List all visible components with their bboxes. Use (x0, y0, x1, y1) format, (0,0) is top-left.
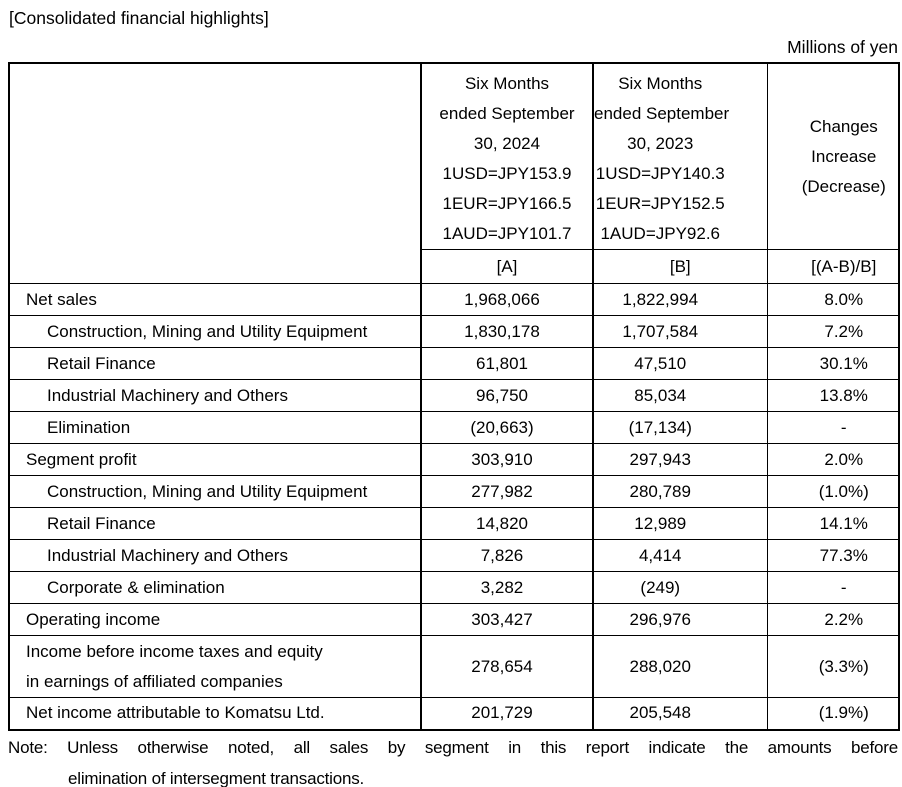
row-label: Construction, Mining and Utility Equipment (9, 476, 421, 508)
exchange-rate-eur-b: 1EUR=JPY152.5 (595, 194, 725, 213)
value-b: 1,822,994 (593, 284, 767, 316)
page-title: [Consolidated financial highlights] (9, 8, 269, 28)
exchange-rate-usd-a: 1USD=JPY153.9 (442, 164, 572, 183)
period-b-line: ended September (594, 104, 730, 123)
value-a: 96,750 (421, 380, 593, 412)
value-b: 47,510 (593, 348, 767, 380)
value-change: (1.0%) (767, 476, 899, 508)
value-b: 205,548 (593, 698, 767, 730)
footnote (8, 732, 898, 787)
value-change: (1.9%) (767, 698, 899, 730)
value-change: - (767, 572, 899, 604)
value-change: 2.2% (767, 604, 899, 636)
row-label-line: in earnings of affiliated companies (26, 671, 283, 691)
table-row-construction-sales (9, 316, 899, 348)
changes-header-line: (Decrease) (801, 176, 886, 196)
changes-header-line: Increase (811, 146, 877, 166)
value-b: 1,707,584 (593, 316, 767, 348)
changes-header (767, 63, 899, 250)
period-a-header (421, 63, 593, 250)
changes-header-line: Changes (809, 116, 878, 136)
table-row-industrial-machinery-profit (9, 540, 899, 572)
period-b-header (593, 63, 767, 250)
row-label (9, 636, 421, 698)
table-row-net-sales (9, 284, 899, 316)
value-change: 7.2% (767, 316, 899, 348)
value-change: 2.0% (767, 444, 899, 476)
table-row-elimination-sales (9, 412, 899, 444)
value-change: (3.3%) (767, 636, 899, 698)
row-label: Industrial Machinery and Others (9, 540, 421, 572)
value-a: 3,282 (421, 572, 593, 604)
value-change: 77.3% (767, 540, 899, 572)
column-key-b: [B] (593, 250, 767, 284)
value-b: 280,789 (593, 476, 767, 508)
period-a-line: 30, 2024 (473, 134, 541, 153)
row-label: Industrial Machinery and Others (9, 380, 421, 412)
value-change: - (767, 412, 899, 444)
row-label: Retail Finance (9, 348, 421, 380)
value-b: 288,020 (593, 636, 767, 698)
value-b: (249) (593, 572, 767, 604)
exchange-rate-eur-a: 1EUR=JPY166.5 (442, 194, 572, 213)
value-b: 4,414 (593, 540, 767, 572)
exchange-rate-aud-a: 1AUD=JPY101.7 (442, 224, 572, 243)
value-a: 303,910 (421, 444, 593, 476)
row-label-line: Income before income taxes and equity (26, 641, 323, 661)
table-row-corporate-elimination (9, 572, 899, 604)
value-a: 14,820 (421, 508, 593, 540)
period-a-line: ended September (439, 104, 575, 123)
table-row-industrial-machinery-sales (9, 380, 899, 412)
exchange-rate-aud-b: 1AUD=JPY92.6 (600, 224, 721, 243)
value-a: 303,427 (421, 604, 593, 636)
value-a: 1,830,178 (421, 316, 593, 348)
period-b-line: Six Months (618, 74, 703, 93)
row-label: Operating income (9, 604, 421, 636)
value-a: 7,826 (421, 540, 593, 572)
value-a: (20,663) (421, 412, 593, 444)
value-b: (17,134) (593, 412, 767, 444)
value-a: 61,801 (421, 348, 593, 380)
row-label: Retail Finance (9, 508, 421, 540)
row-label: Elimination (9, 412, 421, 444)
table-row-construction-profit (9, 476, 899, 508)
exchange-rate-usd-b: 1USD=JPY140.3 (595, 164, 725, 183)
row-label: Corporate & elimination (9, 572, 421, 604)
row-label-column-header (9, 63, 421, 284)
value-a: 278,654 (421, 636, 593, 698)
row-label: Net income attributable to Komatsu Ltd. (9, 698, 421, 730)
value-b: 297,943 (593, 444, 767, 476)
table-row-segment-profit (9, 444, 899, 476)
table-row-operating-income (9, 604, 899, 636)
column-key-change: [(A-B)/B] (767, 250, 899, 284)
row-label: Segment profit (9, 444, 421, 476)
table-row-income-before-taxes (9, 636, 899, 698)
value-b: 85,034 (593, 380, 767, 412)
period-a-line: Six Months (464, 74, 550, 93)
value-change: 14.1% (767, 508, 899, 540)
unit-label: Millions of yen (787, 37, 898, 57)
financial-highlights-table-wrap (8, 62, 900, 731)
value-b: 296,976 (593, 604, 767, 636)
financial-highlights-table (8, 62, 900, 731)
footnote-line: elimination of intersegment transactions. (68, 769, 365, 787)
value-change: 30.1% (767, 348, 899, 380)
period-b-line: 30, 2023 (627, 134, 694, 153)
value-change: 13.8% (767, 380, 899, 412)
value-a: 277,982 (421, 476, 593, 508)
column-key-a: [A] (421, 250, 593, 284)
row-label: Net sales (9, 284, 421, 316)
table-row-retail-finance-profit (9, 508, 899, 540)
footnote-line: Note: Unless otherwise noted, all sales by segment in this report indicate the amounts before (8, 738, 898, 757)
value-change: 8.0% (767, 284, 899, 316)
value-a: 201,729 (421, 698, 593, 730)
value-a: 1,968,066 (421, 284, 593, 316)
table-row-net-income (9, 698, 899, 730)
row-label: Construction, Mining and Utility Equipment (9, 316, 421, 348)
value-b: 12,989 (593, 508, 767, 540)
table-row-retail-finance-sales (9, 348, 899, 380)
